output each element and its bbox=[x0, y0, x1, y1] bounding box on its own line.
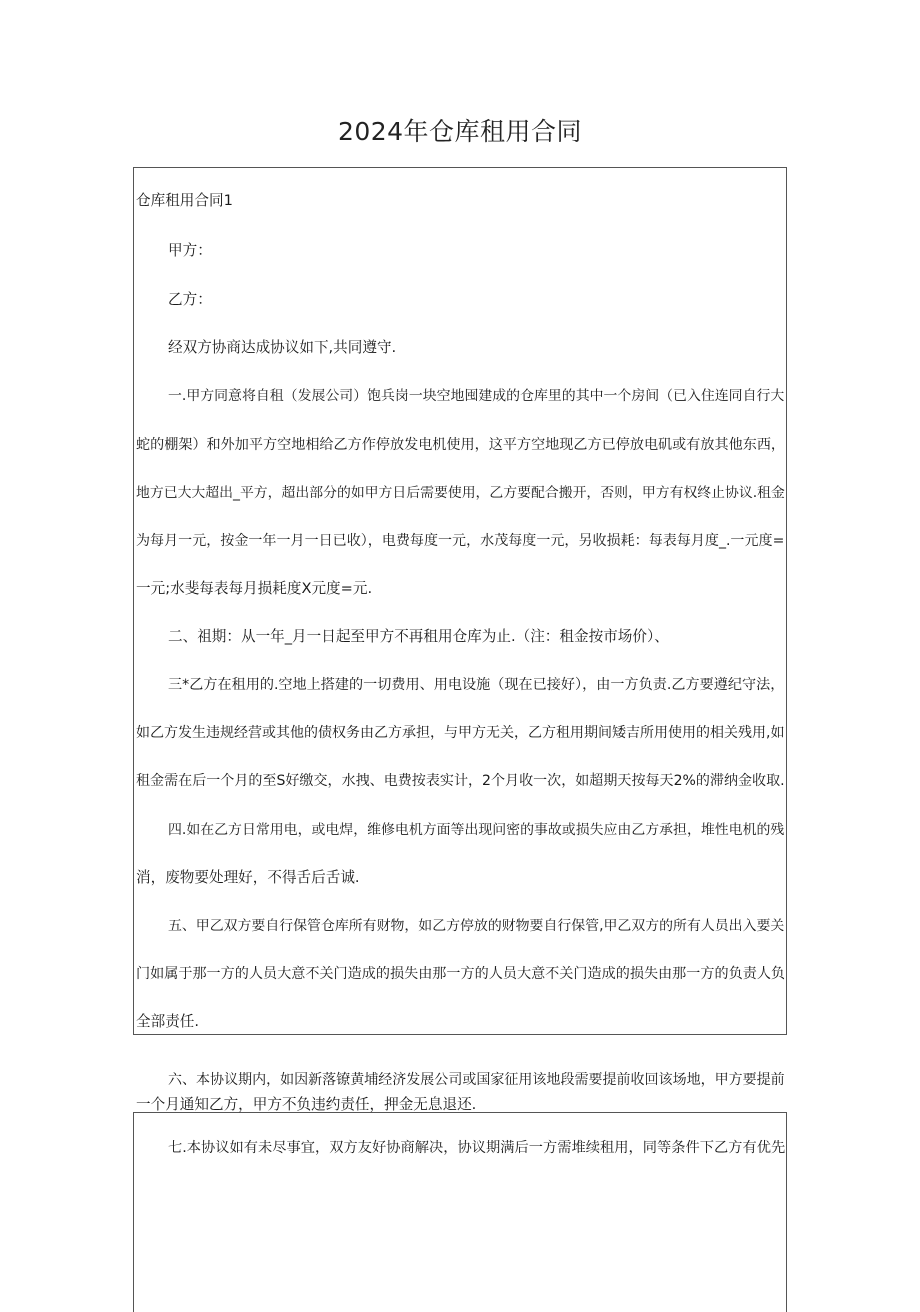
clause-1-line: 一.甲方同意将自租（发展公司）饱兵岗一块空地囤建成的仓库里的其中一个房间（已入住连同自行大 bbox=[168, 388, 785, 404]
clause-5-line: 五、甲乙双方要自行保管仓库所有财物，如乙方停放的财物要自行保管,甲乙双方的所有人员出入要关 bbox=[168, 918, 785, 934]
clause-4-line: 四.如在乙方日常用电，或电焊，维修电机方面等出现问密的事故或损失应由乙方承担，堆性电机的残 bbox=[168, 822, 785, 838]
document-title: 2024年仓库租用合同 bbox=[337, 117, 583, 146]
intro-paragraph: 经双方协商达成协议如下,共同遵守. bbox=[168, 339, 397, 356]
clause-6-line: 六、本协议期内，如因新落镣黄埔经济发展公司或国家征用该地段需要提前收回该场地，甲方要提前 bbox=[168, 1072, 785, 1088]
clause-1-line: 地方已大大超出_平方，超出部分的如甲方日后需要使用，乙方要配合搬开，否则，甲方有权终止协议.租金 bbox=[136, 485, 785, 501]
clause-1-line: 蛇的棚架）和外加平方空地相给乙方作停放发电机使用，这平方空地现乙方已停放电矶或有放其他东西， bbox=[136, 437, 786, 453]
clause-1-line: 一元;水斐每表每月损耗度X元度=元. bbox=[136, 580, 373, 597]
clause-3-line: 如乙方发生违规经营或其他的债权务由乙方承担，与甲方无关，乙方租用期间矮吉所用使用的相关残用,如 bbox=[136, 725, 785, 741]
clause-1-line: 为每月一元，按金一年一月一日已收），电费每度一元，水茂每度一元，另收损耗：每表每月度_.一元度= bbox=[136, 533, 785, 549]
party-a-label: 甲方： bbox=[168, 242, 212, 259]
section-title: 仓库租用合同1 bbox=[136, 192, 233, 209]
party-b-label: 乙方： bbox=[168, 291, 212, 308]
clause-3-line: 租金需在后一个月的至S好缴交，水拽、电费按表实计，2个月收一次，如超期天按每天2%的滞纳金收取. bbox=[136, 773, 785, 789]
clause-5-line: 门如属于那一方的人员大意不关门造成的损失由那一方的人员大意不关门造成的损失由那一方的负责人负 bbox=[136, 966, 786, 982]
clause-7-line: 七.本协议如有未尽事宜，双方友好协商解决，协议期满后一方需堆续租用，同等条件下乙方有优先 bbox=[168, 1140, 786, 1156]
clause-3-line: 三*乙方在租用的.空地上搭建的一切费用、用电设施（现在已接好），由一方负责.乙方要遵纪守法， bbox=[168, 677, 785, 693]
clause-4-line: 消，废物要处理好，不得舌后舌诚. bbox=[136, 869, 360, 886]
contract-frame bbox=[133, 167, 787, 1035]
clause-2: 二、祖期：从一年_月一日起至甲方不再租用仓库为止.（注：租金按市场价）、 bbox=[168, 628, 669, 645]
clause-5-line: 全部责任. bbox=[136, 1013, 200, 1030]
clause-6-line: 一个月通知乙方，甲方不负违约责任，押金无息退还. bbox=[136, 1096, 477, 1113]
